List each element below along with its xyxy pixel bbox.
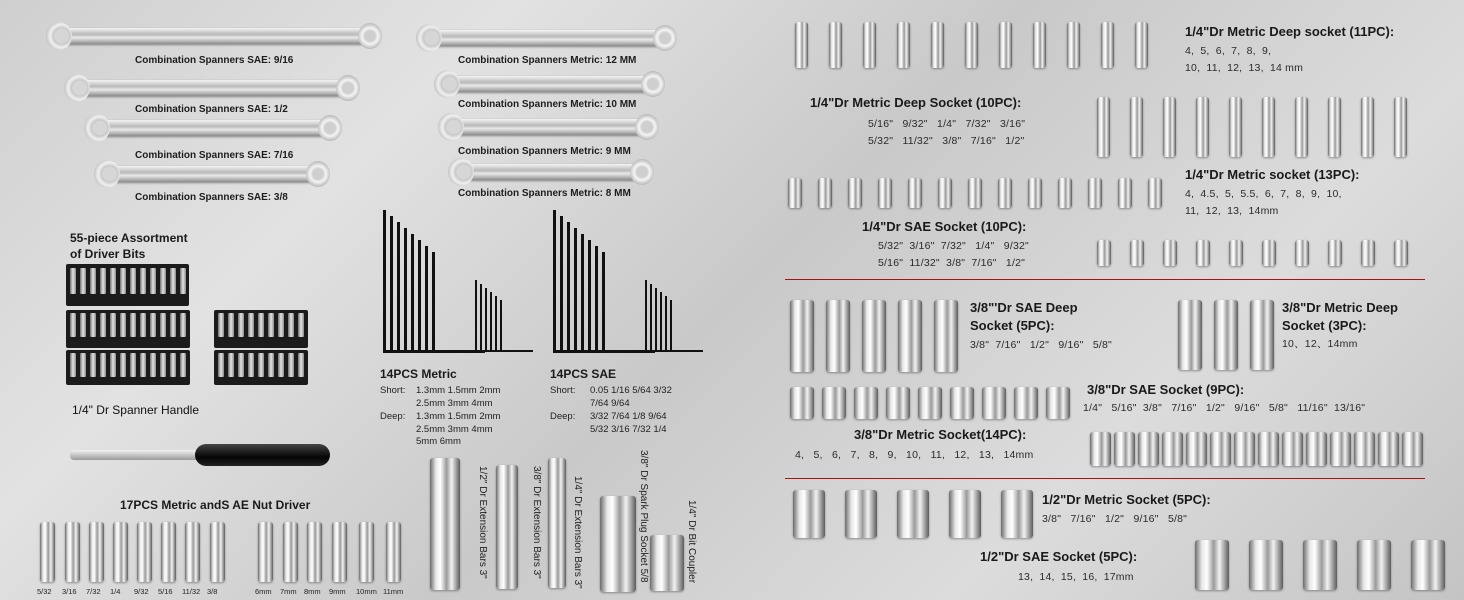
q-metric-socket-11 — [1088, 178, 1102, 208]
q-deep-socket-sae-5 — [1229, 97, 1242, 157]
t-sae-socket-7 — [982, 387, 1006, 419]
t-sae-deep-socket-2 — [826, 300, 850, 372]
spanner-sae-9-16 — [60, 28, 370, 44]
h-metric-socket-4 — [949, 490, 981, 538]
q-sae-10-sizes: 5/32" 3/16" 7/32" 1/4" 9/32" 5/16" 11/32" 3/8" 7/16" 1/2" — [878, 240, 1029, 269]
t-metric-socket-13 — [1378, 432, 1399, 466]
nut-driver-size-label: 9mm — [329, 587, 346, 596]
t-metric-deep-title-2: Socket (3PC): — [1282, 318, 1367, 333]
driver-bit — [170, 353, 176, 377]
nut-driver-bit — [65, 522, 80, 582]
hex-sae-title: 14PCS SAE — [550, 367, 617, 381]
t-sae-socket-4 — [886, 387, 910, 419]
driver-bit — [120, 353, 126, 377]
nut-driver-bit — [40, 522, 55, 582]
hex-keys-sae — [553, 210, 693, 360]
nut-driver-size-label: 5/32 — [37, 587, 52, 596]
t-metric-socket-1 — [1090, 432, 1111, 466]
driver-bit — [150, 268, 156, 294]
q-sae-socket-2 — [1130, 240, 1144, 266]
q-deep-socket-sae-4 — [1196, 97, 1209, 157]
driver-bit — [170, 268, 176, 294]
h-metric-socket-5 — [1001, 490, 1033, 538]
q-sae-socket-7 — [1295, 240, 1309, 266]
t-metric-deep-socket-1 — [1178, 300, 1202, 370]
h-metric-socket-1 — [793, 490, 825, 538]
h-metric-5-title: 1/2"Dr Metric Socket (5PC): — [1042, 492, 1211, 507]
nut-driver-size-label: 5/16 — [158, 587, 173, 596]
driver-bit — [278, 353, 284, 377]
q-deep-socket-3 — [863, 22, 876, 68]
driver-bit — [248, 313, 254, 337]
bits-title-1: 55-piece Assortment — [70, 231, 188, 245]
h-sae-socket-5 — [1411, 540, 1445, 590]
hex-key-short — [500, 300, 533, 352]
nut-driver-bit — [307, 522, 322, 582]
h-sae-5-title: 1/2"Dr SAE Socket (5PC): — [980, 549, 1138, 564]
hex-sae-deep-sizes: 3/32 7/64 1/8 9/64 5/32 3/16 7/32 1/4 — [590, 411, 667, 435]
h-metric-5-sizes: 3/8" 7/16" 1/2" 9/16" 5/8" — [1042, 513, 1188, 525]
driver-bit — [80, 268, 86, 294]
q-sae-10-title: 1/4"Dr SAE Socket (10PC): — [862, 219, 1027, 234]
driver-bit — [218, 313, 224, 337]
nut-driver-size-label: 10mm — [356, 587, 377, 596]
nut-driver-bit — [161, 522, 176, 582]
driver-bit — [110, 268, 116, 294]
q-sae-socket-6 — [1262, 240, 1276, 266]
nut-driver-size-label: 9/32 — [134, 587, 149, 596]
driver-bit — [130, 353, 136, 377]
spanner-sae-label-2: Combination Spanners SAE: 7/16 — [135, 150, 294, 161]
q-deep-socket-7 — [999, 22, 1012, 68]
extension-half-label: 1/2" Dr Extension Bars 3" — [477, 466, 488, 579]
q-metric-socket-4 — [878, 178, 892, 208]
spanner-metric-12 — [430, 30, 665, 46]
q-deep-socket-sae-9 — [1361, 97, 1374, 157]
q-metric-13-title: 1/4"Dr Metric socket (13PC): — [1185, 167, 1360, 182]
nut-driver-size-label: 11/32 — [182, 587, 201, 596]
spanner-metric-9 — [452, 119, 647, 135]
hex-sae-short-label: Short: — [550, 385, 576, 396]
hex-metric-deep-sizes: 1.3mm 1.5mm 2mm 2.5mm 3mm 4mm 5mm 6mm — [416, 411, 501, 447]
h-sae-socket-2 — [1249, 540, 1283, 590]
t-metric-deep-sizes: 10、12、14mm — [1282, 338, 1358, 350]
h-sae-5-sizes: 13, 14, 15, 16, 17mm — [1018, 571, 1134, 583]
extension-quarter-label: 1/4" Dr Extension Bars 3" — [572, 476, 583, 589]
nut-driver-size-label: 7mm — [280, 587, 297, 596]
driver-bit — [110, 313, 116, 337]
driver-bit — [130, 313, 136, 337]
q-deep-socket-2 — [829, 22, 842, 68]
t-metric-socket-6 — [1210, 432, 1231, 466]
q-deep-socket-sae-10 — [1394, 97, 1407, 157]
spark-plug-socket — [600, 496, 636, 592]
h-sae-socket-3 — [1303, 540, 1337, 590]
t-sae-deep-sizes: 3/8" 7/16" 1/2" 9/16" 5/8" — [970, 339, 1112, 351]
hex-metric-title: 14PCS Metric — [380, 367, 457, 381]
spanner-handle-title: 1/4" Dr Spanner Handle — [72, 403, 200, 417]
spanner-sae-label-0: Combination Spanners SAE: 9/16 — [135, 55, 294, 66]
spanner-metric-8 — [462, 164, 642, 180]
t-metric-deep-socket-3 — [1250, 300, 1274, 370]
driver-bit — [90, 353, 96, 377]
q-deep-socket-sae-7 — [1295, 97, 1308, 157]
driver-bit — [70, 353, 76, 377]
q-metric-socket-3 — [848, 178, 862, 208]
t-sae-socket-6 — [950, 387, 974, 419]
driver-bit — [288, 313, 294, 337]
t-sae-9-title: 3/8"Dr SAE Socket (9PC): — [1087, 382, 1245, 397]
nut-driver-bit — [113, 522, 128, 582]
t-metric-socket-5 — [1186, 432, 1207, 466]
q-deep-socket-sae-6 — [1262, 97, 1275, 157]
q-deep-socket-11 — [1135, 22, 1148, 68]
extension-bar-half — [430, 458, 460, 590]
spanner-metric-10 — [448, 76, 653, 92]
driver-bit — [120, 313, 126, 337]
q-sae-socket-1 — [1097, 240, 1111, 266]
divider-2 — [785, 478, 1425, 479]
spanner-sae-7-16 — [98, 120, 330, 136]
t-sae-socket-5 — [918, 387, 942, 419]
q-deep-socket-sae-1 — [1097, 97, 1110, 157]
driver-bit — [180, 353, 186, 377]
driver-bit — [130, 268, 136, 294]
t-metric-14-sizes: 4, 5, 6, 7, 8, 9, 10, 11, 12, 13, 14mm — [795, 449, 1034, 461]
q-sae-socket-4 — [1196, 240, 1210, 266]
q-sae-socket-5 — [1229, 240, 1243, 266]
q-deep-socket-sae-3 — [1163, 97, 1176, 157]
driver-bit — [160, 313, 166, 337]
driver-bit — [160, 268, 166, 294]
t-sae-9-sizes: 1/4" 5/16" 3/8" 7/16" 1/2" 9/16" 5/8" 11/16" 13/16" — [1083, 402, 1366, 414]
hex-keys-metric — [383, 210, 523, 360]
driver-bit — [110, 353, 116, 377]
driver-bit — [180, 268, 186, 294]
driver-bit — [288, 353, 294, 377]
t-metric-socket-9 — [1282, 432, 1303, 466]
bit-coupler-label: 1/4" Dr Bit Coupler — [686, 500, 697, 584]
t-metric-socket-7 — [1234, 432, 1255, 466]
extension-bar-three-eighths — [496, 465, 518, 589]
t-sae-deep-socket-1 — [790, 300, 814, 372]
t-sae-socket-3 — [854, 387, 878, 419]
spanner-metric-label-0: Combination Spanners Metric: 12 MM — [458, 55, 637, 66]
nut-driver-size-label: 7/32 — [86, 587, 101, 596]
nut-driver-bit — [137, 522, 152, 582]
nut-driver-size-label: 6mm — [255, 587, 272, 596]
nut-driver-bit — [210, 522, 225, 582]
q-metric-deep-11-title: 1/4"Dr Metric Deep socket (11PC): — [1185, 24, 1395, 39]
nut-driver-bit — [258, 522, 273, 582]
driver-bit — [268, 313, 274, 337]
q-metric-socket-10 — [1058, 178, 1072, 208]
spanner-sae-label-1: Combination Spanners SAE: 1/2 — [135, 104, 288, 115]
q-metric-socket-6 — [938, 178, 952, 208]
driver-bit — [140, 313, 146, 337]
nut-driver-size-label: 3/16 — [62, 587, 77, 596]
spanner-metric-label-2: Combination Spanners Metric: 9 MM — [458, 146, 631, 157]
driver-bit — [70, 313, 76, 337]
hex-sae-short-sizes: 0.05 1/16 5/64 3/32 7/64 9/64 — [590, 385, 672, 409]
h-metric-socket-3 — [897, 490, 929, 538]
q-metric-socket-7 — [968, 178, 982, 208]
t-sae-deep-socket-4 — [898, 300, 922, 372]
t-metric-socket-8 — [1258, 432, 1279, 466]
hex-metric-deep-label: Deep: — [380, 411, 406, 422]
driver-bit — [170, 313, 176, 337]
t-sae-socket-9 — [1046, 387, 1070, 419]
driver-bit — [70, 268, 76, 294]
t-sae-deep-socket-5 — [934, 300, 958, 372]
driver-bit — [238, 313, 244, 337]
q-deep-socket-4 — [897, 22, 910, 68]
driver-bit — [140, 353, 146, 377]
divider-1 — [785, 279, 1425, 280]
q-metric-13-sizes: 4, 4.5, 5, 5.5, 6, 7, 8, 9, 10, 11, 12, 13, 14mm — [1185, 188, 1342, 217]
nut-driver-bit — [185, 522, 200, 582]
t-metric-socket-12 — [1354, 432, 1375, 466]
driver-bit — [80, 313, 86, 337]
q-metric-deep-10-title: 1/4"Dr Metric Deep Socket (10PC): — [810, 95, 1022, 110]
spanner-sae-1-2 — [78, 80, 348, 96]
driver-bit — [228, 353, 234, 377]
nut-driver-bit — [283, 522, 298, 582]
spanner-sae-label-3: Combination Spanners SAE: 3/8 — [135, 192, 288, 203]
spanner-handle — [70, 442, 330, 468]
driver-bit — [150, 313, 156, 337]
q-deep-socket-5 — [931, 22, 944, 68]
q-deep-socket-1 — [795, 22, 808, 68]
nut-driver-bit — [386, 522, 401, 582]
q-deep-socket-10 — [1101, 22, 1114, 68]
nut-driver-size-label: 1/4 — [110, 587, 121, 596]
q-sae-socket-10 — [1394, 240, 1408, 266]
driver-bit — [278, 313, 284, 337]
q-deep-socket-sae-8 — [1328, 97, 1341, 157]
driver-bit — [238, 353, 244, 377]
q-sae-socket-8 — [1328, 240, 1342, 266]
q-deep-socket-sae-2 — [1130, 97, 1143, 157]
driver-bit — [298, 353, 304, 377]
spanner-metric-label-3: Combination Spanners Metric: 8 MM — [458, 188, 631, 199]
q-metric-socket-9 — [1028, 178, 1042, 208]
spanner-metric-label-1: Combination Spanners Metric: 10 MM — [458, 99, 637, 110]
driver-bit — [160, 353, 166, 377]
driver-bit — [248, 353, 254, 377]
q-metric-deep-10-sizes: 5/16" 9/32" 1/4" 7/32" 3/16" 5/32" 11/32" 3/8" 7/16" 1/2" — [868, 118, 1026, 147]
driver-bit — [150, 353, 156, 377]
q-deep-socket-9 — [1067, 22, 1080, 68]
q-sae-socket-3 — [1163, 240, 1177, 266]
hex-sae-deep-label: Deep: — [550, 411, 576, 422]
driver-bit — [218, 353, 224, 377]
extension-bar-quarter — [548, 458, 566, 588]
t-metric-socket-4 — [1162, 432, 1183, 466]
bit-coupler — [650, 535, 684, 591]
t-sae-deep-title-2: Socket (5PC): — [970, 318, 1055, 333]
driver-bit — [90, 268, 96, 294]
bits-title-2: of Driver Bits — [70, 247, 146, 261]
t-metric-14-title: 3/8"Dr Metric Socket(14PC): — [854, 427, 1027, 442]
spark-plug-label: 3/8" Dr Spark Plug Socket 5/8 — [638, 450, 649, 583]
nut-driver-size-label: 3/8 — [207, 587, 218, 596]
t-sae-socket-2 — [822, 387, 846, 419]
nut-driver-size-label: 11mm — [383, 587, 404, 596]
driver-bit — [180, 313, 186, 337]
t-sae-socket-8 — [1014, 387, 1038, 419]
driver-bit — [100, 268, 106, 294]
q-metric-socket-2 — [818, 178, 832, 208]
driver-bit — [228, 313, 234, 337]
t-sae-deep-title-1: 3/8"'Dr SAE Deep — [970, 300, 1078, 315]
driver-bit — [90, 313, 96, 337]
h-sae-socket-1 — [1195, 540, 1229, 590]
t-metric-deep-title-1: 3/8"Dr Metric Deep — [1282, 300, 1398, 315]
q-sae-socket-9 — [1361, 240, 1375, 266]
t-sae-socket-1 — [790, 387, 814, 419]
driver-bit — [120, 268, 126, 294]
h-metric-socket-2 — [845, 490, 877, 538]
q-metric-socket-12 — [1118, 178, 1132, 208]
nut-driver-title: 17PCS Metric andS AE Nut Driver — [120, 498, 311, 512]
driver-bit — [258, 353, 264, 377]
t-sae-deep-socket-3 — [862, 300, 886, 372]
nut-driver-bit — [89, 522, 104, 582]
driver-bit — [298, 313, 304, 337]
q-deep-socket-8 — [1033, 22, 1046, 68]
driver-bit — [80, 353, 86, 377]
h-sae-socket-4 — [1357, 540, 1391, 590]
t-metric-socket-14 — [1402, 432, 1423, 466]
extension-three-eighths-label: 3/8" Dr Extension Bars 3" — [531, 466, 542, 579]
hex-metric-short-sizes: 1.3mm 1.5mm 2mm 2.5mm 3mm 4mm — [416, 385, 501, 409]
t-metric-socket-11 — [1330, 432, 1351, 466]
driver-bit — [100, 353, 106, 377]
nut-driver-size-label: 8mm — [304, 587, 321, 596]
spanner-sae-3-8 — [108, 166, 318, 182]
q-metric-socket-13 — [1148, 178, 1162, 208]
hex-key-short — [670, 300, 703, 352]
t-metric-socket-2 — [1114, 432, 1135, 466]
driver-bit — [140, 268, 146, 294]
t-metric-socket-3 — [1138, 432, 1159, 466]
q-deep-socket-6 — [965, 22, 978, 68]
nut-driver-bit — [332, 522, 347, 582]
driver-bit — [268, 353, 274, 377]
nut-driver-bit — [359, 522, 374, 582]
t-metric-socket-10 — [1306, 432, 1327, 466]
t-metric-deep-socket-2 — [1214, 300, 1238, 370]
q-metric-socket-5 — [908, 178, 922, 208]
driver-bit — [100, 313, 106, 337]
q-metric-socket-1 — [788, 178, 802, 208]
q-metric-deep-11-sizes: 4, 5, 6, 7, 8, 9, 10, 11, 12, 13, 14 mm — [1185, 45, 1304, 74]
driver-bit — [258, 313, 264, 337]
hex-metric-short-label: Short: — [380, 385, 406, 396]
q-metric-socket-8 — [998, 178, 1012, 208]
